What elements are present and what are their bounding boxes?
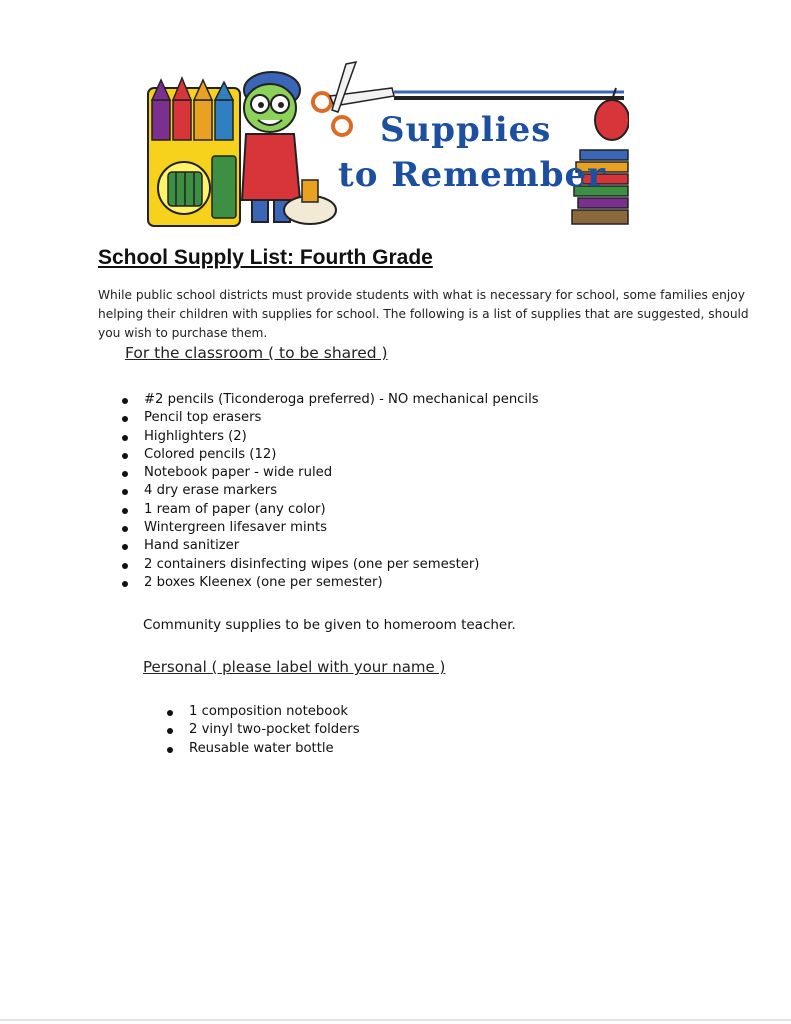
document-title: School Supply List: Fourth Grade	[98, 246, 433, 269]
list-item: Hand sanitizer	[144, 537, 539, 555]
list-item: 4 dry erase markers	[144, 482, 539, 500]
list-item: 2 boxes Kleenex (one per semester)	[144, 574, 539, 592]
list-item: #2 pencils (Ticonderoga preferred) - NO mechanical pencils	[144, 391, 539, 409]
list-item: Pencil top erasers	[144, 409, 539, 427]
list-item: Reusable water bottle	[189, 740, 360, 758]
crayon-box-icon	[148, 78, 240, 226]
list-item: Wintergreen lifesaver mints	[144, 519, 539, 537]
classroom-heading: For the classroom ( to be shared )	[125, 344, 388, 362]
community-supplies-note: Community supplies to be given to homeroom teacher.	[143, 617, 516, 633]
list-item: Notebook paper - wide ruled	[144, 464, 539, 482]
personal-supply-list	[189, 703, 360, 758]
scan-edge-divider	[0, 1019, 791, 1021]
personal-heading: Personal ( please label with your name )	[143, 658, 446, 676]
classroom-supply-list	[144, 391, 539, 592]
intro-paragraph: While public school districts must provide students with what is necessary for school, some families enjoy helping their children with supplies for school. The following is a list of supplies that are suggested, should you wish to purchase them.	[98, 288, 749, 340]
banner-title-line2: to Remember	[338, 155, 607, 195]
list-item: 2 vinyl two-pocket folders	[189, 721, 360, 739]
supplies-banner	[142, 60, 629, 228]
list-item: 1 ream of paper (any color)	[144, 501, 539, 519]
list-item: 2 containers disinfecting wipes (one per semester)	[144, 556, 539, 574]
list-item: 1 composition notebook	[189, 703, 360, 721]
list-item: Highlighters (2)	[144, 428, 539, 446]
banner-title-line1: Supplies	[380, 110, 552, 150]
list-item: Colored pencils (12)	[144, 446, 539, 464]
